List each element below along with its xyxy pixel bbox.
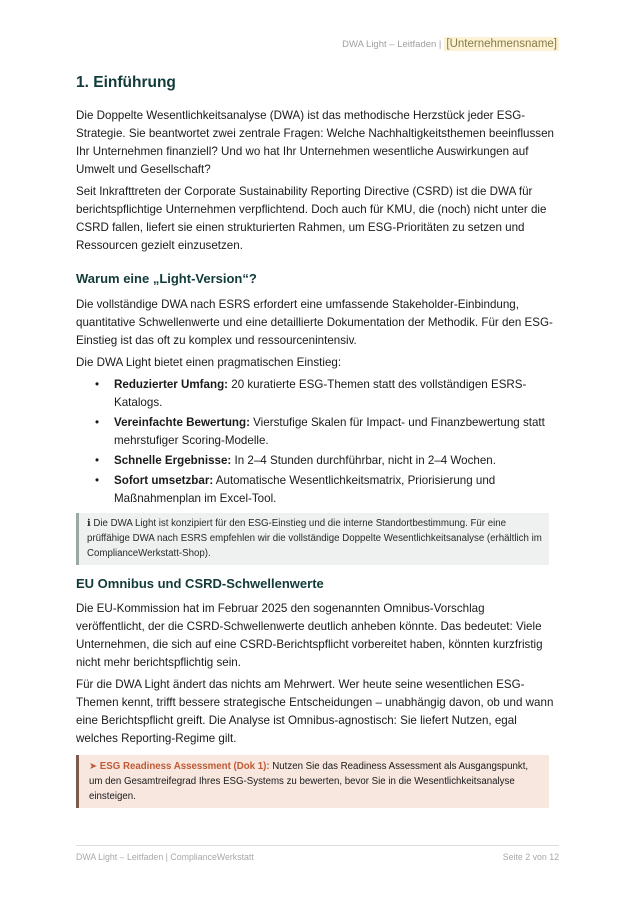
section-heading-introduction: 1. Einführung <box>76 74 176 91</box>
omnibus-body <box>76 600 556 748</box>
list-item <box>76 414 556 450</box>
footer-divider <box>76 845 559 846</box>
list-item <box>76 376 556 412</box>
list-item-term: Schnelle Ergebnisse: <box>114 454 232 467</box>
header-doc-title: DWA Light – Leitfaden | <box>342 39 442 50</box>
list-item-term: Vereinfachte Bewertung: <box>114 416 250 429</box>
list-item <box>76 472 556 508</box>
list-item <box>76 452 556 470</box>
omnibus-paragraph-2: Für die DWA Light ändert das nichts am Mehrwert. Wer heute seine wesentlichen ESG-Themen kennt, trifft bessere strategische Entscheidungen – unabhängig davon, ob und wann eine Berichtspflicht greift. Die Analyse ist Omnibus-agnostisch: Sie liefert Nutzen, egal welches Reporting-Regime gilt. <box>76 678 554 745</box>
light-version-paragraph-2: Die DWA Light bietet einen pragmatischen Einstieg: <box>76 356 342 369</box>
company-name-placeholder[interactable]: [Unternehmensname] <box>446 38 557 50</box>
list-item-text: 20 kuratierte ESG-Themen statt des vollständigen ESRS-Katalogs. <box>114 378 527 409</box>
light-version-paragraph-1: Die vollständige DWA nach ESRS erfordert eine umfassende Stakeholder-Einbindung, quantitative Schwellenwerte und eine detaillierte Dokumentation der Methodik. Für den ESG-Einstieg ist das oft zu komplex und ressourcenintensiv. <box>76 298 553 347</box>
list-item-text: In 2–4 Stunden durchführbar, nicht in 2–4 Wochen. <box>231 454 496 467</box>
intro-paragraph-1: Die Doppelte Wesentlichkeitsanalyse (DWA) ist das methodische Herzstück jeder ESG-Strategie. Sie beantwortet zwei zentrale Fragen: Welche Nachhaltigkeitsthemen beeinflussen Ihr Unternehmen finanziell? Und wo hat Ihr Unternehmen wesentliche Auswirkungen auf Umwelt und Gesellschaft? <box>76 109 554 176</box>
list-item-text: Automatische Wesentlichkeitsmatrix, Priorisierung und Maßnahmenplan im Excel-Tool. <box>114 474 496 505</box>
intro-paragraphs <box>76 107 556 255</box>
footer-doc-title: DWA Light – Leitfaden | ComplianceWerkstatt <box>76 852 254 862</box>
list-item-text: Vierstufige Skalen für Impact- und Finanzbewertung statt mehrstufiger Scoring-Modelle. <box>114 416 545 447</box>
info-note-text: Die DWA Light ist konzipiert für den ESG-Einstieg und die interne Standortbestimmung. Für eine prüffähige DWA nach ESRS empfehlen wir die vollständige Doppelte Wesentlichkeitsanalyse (erhältlich im ComplianceWerkstatt-Shop). <box>87 518 542 559</box>
section-heading-omnibus: EU Omnibus und CSRD-Schwellenwerte <box>76 576 324 591</box>
list-item-term: Sofort umsetzbar: <box>114 474 214 487</box>
tip-lead: ➤ ESG Readiness Assessment (Dok 1): <box>89 761 270 772</box>
benefit-list <box>76 376 556 508</box>
info-note-box <box>76 513 549 565</box>
light-version-body <box>76 296 556 510</box>
list-item-term: Reduzierter Umfang: <box>114 378 229 391</box>
omnibus-paragraph-1: Die EU-Kommission hat im Februar 2025 den sogenannten Omnibus-Vorschlag veröffentlicht, der die CSRD-Schwellenwerte deutlich anheben könnte. Das bedeutet: Viele Unternehmen, die sich auf eine CSRD-Berichtspflicht vorbereitet haben, könnten kurzfristig nicht mehr berichtspflichtig sein. <box>76 602 543 669</box>
tip-box-readiness <box>76 755 549 808</box>
intro-paragraph-2: Seit Inkrafttreten der Corporate Sustainability Reporting Directive (CSRD) ist die DWA für berichtspflichtige Unternehmen verpflichtend. Doch auch für KMU, die (noch) nicht unter die CSRD fallen, liefert sie einen strukturierten Rahmen, um ESG-Prioritäten zu setzen und Ressourcen gezielt einzusetzen. <box>76 185 547 252</box>
footer-page-number: Seite 2 von 12 <box>502 852 559 862</box>
tip-text: Nutzen Sie das Readiness Assessment als Ausgangspunkt, um den Gesamtreifegrad Ihres ESG-Systems zu bewerten, bevor Sie in die Wesentlichkeitsanalyse einsteigen. <box>89 761 529 802</box>
page-header <box>342 38 559 50</box>
section-heading-light-version: Warum eine „Light-Version“? <box>76 271 257 286</box>
info-icon: ℹ <box>87 518 91 529</box>
